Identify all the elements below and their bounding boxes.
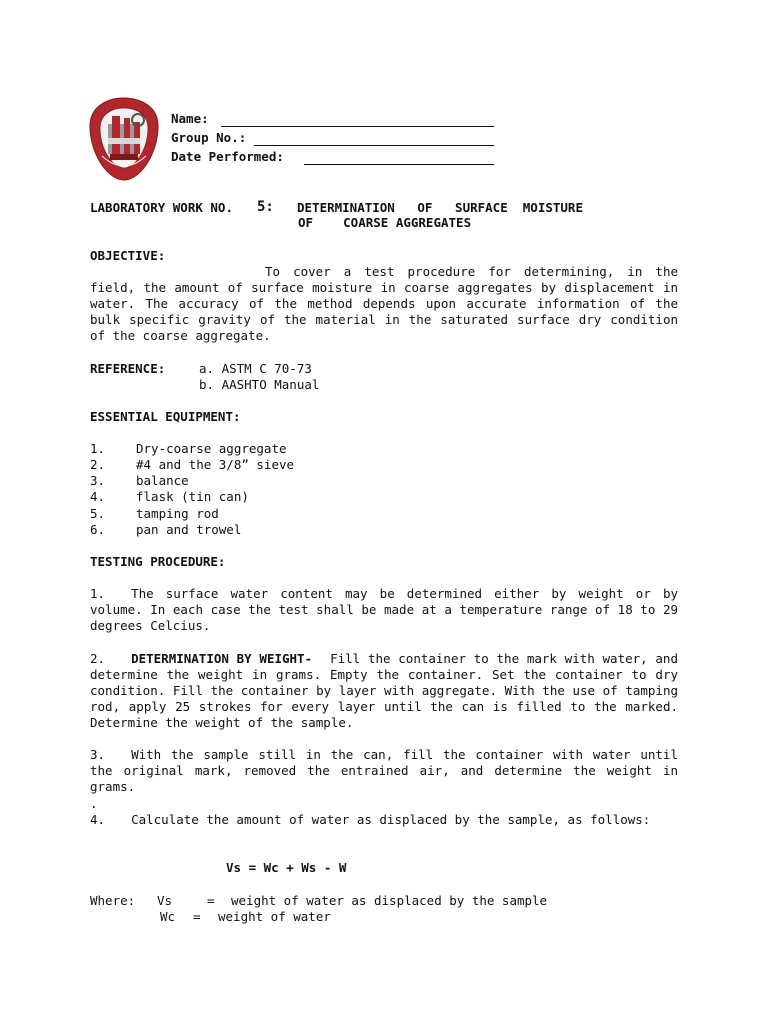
group-line[interactable] [254,133,494,146]
where-symbol: Vs [157,893,173,908]
step-number: 4. [90,812,106,827]
title-line-2: OF COARSE AGGREGATES [298,215,472,230]
date-line[interactable] [304,152,494,165]
equipment-item: pan and trowel [136,522,242,537]
procedure-step-3 [90,747,678,795]
reference-item-b: b. AASHTO Manual [199,377,320,392]
procedure-step-1 [90,586,678,634]
procedure-step-4 [90,812,678,828]
equipment-num: 5. [90,506,106,521]
lab-work-prefix: LABORATORY WORK NO. [90,200,233,215]
step-bold-title: DETERMINATION BY WEIGHT- [131,651,313,666]
objective-heading: OBJECTIVE: [90,248,166,263]
equipment-item: balance [136,473,189,488]
name-line[interactable] [221,114,494,127]
group-label: Group No.: [171,130,247,145]
name-label: Name: [171,111,209,126]
reference-heading: REFERENCE: [90,361,166,376]
equipment-heading: ESSENTIAL EQUIPMENT: [90,409,241,424]
where-label: Where: [90,893,136,908]
step-text: With the sample still in the can, fill the container with water until the original mark, removed the entrained air, and determine the weight in grams. [90,747,678,794]
where-symbol: Wc [160,909,176,924]
objective-text: To cover a test procedure for determining, in the field, the amount of surface moisture in coarse aggregates by displacement in water. The accuracy of the method depends upon accurate information of the bulk specific gravity of the material in the saturated surface dry condition of the coarse aggregate. [90,264,678,343]
where-equals: = [207,893,215,908]
procedure-step-2 [90,651,678,731]
where-definition: weight of water [218,909,331,924]
step-number: 1. [90,586,106,601]
equipment-num: 4. [90,489,106,504]
equipment-item: tamping rod [136,506,219,521]
equipment-item: Dry-coarse aggregate [136,441,287,456]
title-line-1: DETERMINATION OF SURFACE MOISTURE [297,200,583,215]
equipment-num: 3. [90,473,106,488]
lab-work-number: 5: [257,199,274,215]
procedure-heading: TESTING PROCEDURE: [90,554,226,569]
step-text: Calculate the amount of water as displaced by the sample, as follows: [131,812,651,827]
equipment-num: 1. [90,441,106,456]
equipment-num: 2. [90,457,106,472]
where-definition: weight of water as displaced by the sample [231,893,548,908]
step-number: 3. [90,747,106,762]
formula: Vs = Wc + Ws - W [226,860,347,875]
reference-item-a: a. ASTM C 70-73 [199,361,312,376]
equipment-num: 6. [90,522,106,537]
date-label: Date Performed: [171,149,284,164]
stray-dot: . [90,796,98,811]
step-number: 2. [90,651,106,666]
college-seal-logo [88,96,160,182]
equipment-item: #4 and the 3/8” sieve [136,457,295,472]
where-equals: = [193,909,201,924]
step-text: The surface water content may be determined either by weight or by volume. In each case the test shall be made at a temperature range of 18 to 29 degrees Celcius. [90,586,678,633]
step-text: Fill the container to the mark with water, and determine the weight in grams. Empty the container. Set the container to dry condition. Fill the container by layer with aggregate. With the use of tamping rod, apply 25 strokes for every layer until the can is filled to the marked. Determine the weight of the sample. [90,651,678,730]
equipment-item: flask (tin can) [136,489,249,504]
